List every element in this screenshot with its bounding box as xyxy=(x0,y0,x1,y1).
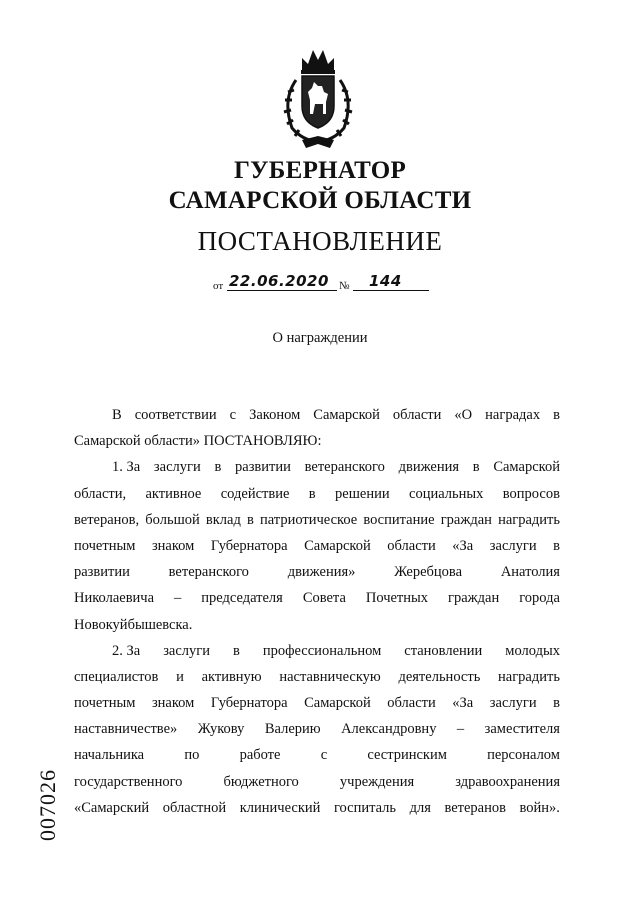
body-line xyxy=(74,507,560,533)
body-line xyxy=(74,402,560,428)
body-word: граждан xyxy=(440,511,492,528)
body-word: госпиталь xyxy=(333,799,397,816)
body-word: учреждения xyxy=(339,773,415,790)
body-word: становлении xyxy=(404,642,483,659)
body-word: Губернатора xyxy=(210,695,288,712)
body-word: «Самарский xyxy=(74,799,150,816)
body-word: специалистов xyxy=(74,668,159,685)
body-word: бюджетного xyxy=(223,773,299,790)
body-word: сестринским xyxy=(367,747,447,764)
body-line xyxy=(74,690,560,716)
body-word: развитии xyxy=(235,459,291,476)
body-word: заместителя xyxy=(484,721,560,738)
document-type: ПОСТАНОВЛЕНИЕ xyxy=(197,226,443,256)
body-word: заслуги xyxy=(153,459,201,476)
body-word: ветеранского xyxy=(304,459,385,476)
body-word: наградах xyxy=(485,407,541,423)
body-word: Жукову xyxy=(197,721,245,738)
body-word: Совета xyxy=(302,590,346,607)
body-line xyxy=(74,559,560,585)
handwritten-number: 144 xyxy=(369,272,402,290)
body-word: движения xyxy=(398,459,460,476)
body-line xyxy=(74,742,560,768)
body-word: Александровну xyxy=(341,721,437,738)
body-word: в xyxy=(472,459,480,476)
body-word: заслуги xyxy=(489,537,537,554)
body-word: в xyxy=(233,642,240,659)
body-word: Самарской xyxy=(313,407,380,423)
body-word: активную xyxy=(201,668,262,685)
body-word: 1. За xyxy=(112,459,141,476)
body-word: области xyxy=(392,407,442,423)
body-word: молодых xyxy=(505,642,560,659)
authority-title-line1: ГУБЕРНАТОР xyxy=(233,157,407,184)
body-line: Самарской области» ПОСТАНОВЛЯЮ: xyxy=(74,433,322,450)
body-word: знаком xyxy=(151,537,195,554)
body-word: ветеранов, xyxy=(74,511,140,528)
body-word: граждан xyxy=(448,590,500,607)
body-word: областной xyxy=(162,799,227,816)
body-word: в xyxy=(246,511,254,528)
margin-serial-number: 007026 xyxy=(35,769,60,841)
body-word: решении xyxy=(335,485,390,502)
body-word: В xyxy=(112,407,122,423)
handwritten-date: 22.06.2020 xyxy=(229,272,329,290)
body-word: персоналом xyxy=(487,747,560,764)
body-line xyxy=(74,716,560,742)
body-word: воспитание xyxy=(363,511,435,528)
document-subject: О награждении xyxy=(272,330,368,346)
body-word: в xyxy=(553,695,560,712)
body-word: 2. За xyxy=(112,642,141,659)
date-prefix: от xyxy=(213,280,224,292)
body-word: с xyxy=(320,747,328,764)
body-word: ветеранского xyxy=(168,564,249,581)
number-prefix: № xyxy=(339,280,350,292)
body-word: – xyxy=(174,590,182,607)
body-line xyxy=(74,481,560,507)
document-body xyxy=(74,402,560,821)
margin-serial-stamp xyxy=(30,770,66,840)
body-word: в xyxy=(214,459,222,476)
body-word: Почетных xyxy=(365,590,429,607)
body-word: вопросов xyxy=(502,485,560,502)
body-word: соответствии xyxy=(134,407,217,423)
body-word: наставническую xyxy=(279,668,381,685)
body-word: по xyxy=(184,747,200,764)
body-word: развитии xyxy=(74,564,130,581)
body-line xyxy=(74,769,560,795)
body-word: Самарской xyxy=(304,537,371,554)
body-word: вклад xyxy=(205,511,241,528)
body-word: наставничестве» xyxy=(74,721,178,738)
body-word: и xyxy=(176,668,184,685)
body-word: знаком xyxy=(151,695,195,712)
body-line xyxy=(74,454,560,480)
body-word: «О xyxy=(454,407,473,423)
body-word: города xyxy=(519,590,560,607)
body-word: Анатолия xyxy=(500,564,560,581)
body-word: патриотическое xyxy=(259,511,358,528)
coat-of-arms-icon xyxy=(272,40,364,152)
body-word: ветеранов xyxy=(444,799,506,816)
body-line xyxy=(74,585,560,611)
body-word: – xyxy=(456,721,465,738)
body-word: большой xyxy=(145,511,200,528)
body-word: государственного xyxy=(74,773,183,790)
body-word: для xyxy=(409,799,431,816)
body-word: Самарской xyxy=(493,459,560,476)
body-word: работе xyxy=(239,747,281,764)
body-line: Новокуйбышевска. xyxy=(74,616,193,633)
body-word: Жеребцова xyxy=(394,564,463,581)
body-line xyxy=(74,795,560,821)
date-underline xyxy=(227,290,337,291)
body-word: войн». xyxy=(519,799,560,816)
body-word: области xyxy=(387,537,436,554)
body-line xyxy=(74,638,560,664)
body-word: Законом xyxy=(249,407,301,423)
body-word: социальных xyxy=(409,485,484,502)
body-word: Валерию xyxy=(264,721,321,738)
body-word: содействие xyxy=(220,485,290,502)
body-line xyxy=(74,533,560,559)
body-word: клинический xyxy=(239,799,321,816)
body-word: почетным xyxy=(74,537,136,554)
body-word: активное xyxy=(145,485,202,502)
body-word: Николаевича xyxy=(74,590,155,607)
body-word: Самарской xyxy=(304,695,371,712)
body-word: здравоохранения xyxy=(455,773,560,790)
body-word: Губернатора xyxy=(210,537,288,554)
date-number-line xyxy=(213,272,453,296)
body-word: профессиональном xyxy=(262,642,382,659)
body-word: заслуги xyxy=(163,642,210,659)
body-word: с xyxy=(229,407,237,423)
body-word: «За xyxy=(452,695,474,712)
body-word: наградить xyxy=(498,668,560,685)
body-line xyxy=(74,664,560,690)
body-word: области, xyxy=(74,485,127,502)
body-word: начальника xyxy=(74,747,145,764)
body-word: в xyxy=(308,485,316,502)
body-word: председателя xyxy=(201,590,283,607)
body-word: почетным xyxy=(74,695,136,712)
body-word: в xyxy=(553,407,560,423)
body-word: «За xyxy=(452,537,474,554)
number-underline xyxy=(353,290,429,291)
body-word: заслуги xyxy=(489,695,537,712)
authority-title-line2: САМАРСКОЙ ОБЛАСТИ xyxy=(168,187,472,214)
body-word: движения» xyxy=(287,564,356,581)
body-word: наградить xyxy=(498,511,560,528)
body-word: области xyxy=(387,695,436,712)
body-word: в xyxy=(553,537,560,554)
body-word: деятельность xyxy=(398,668,481,685)
